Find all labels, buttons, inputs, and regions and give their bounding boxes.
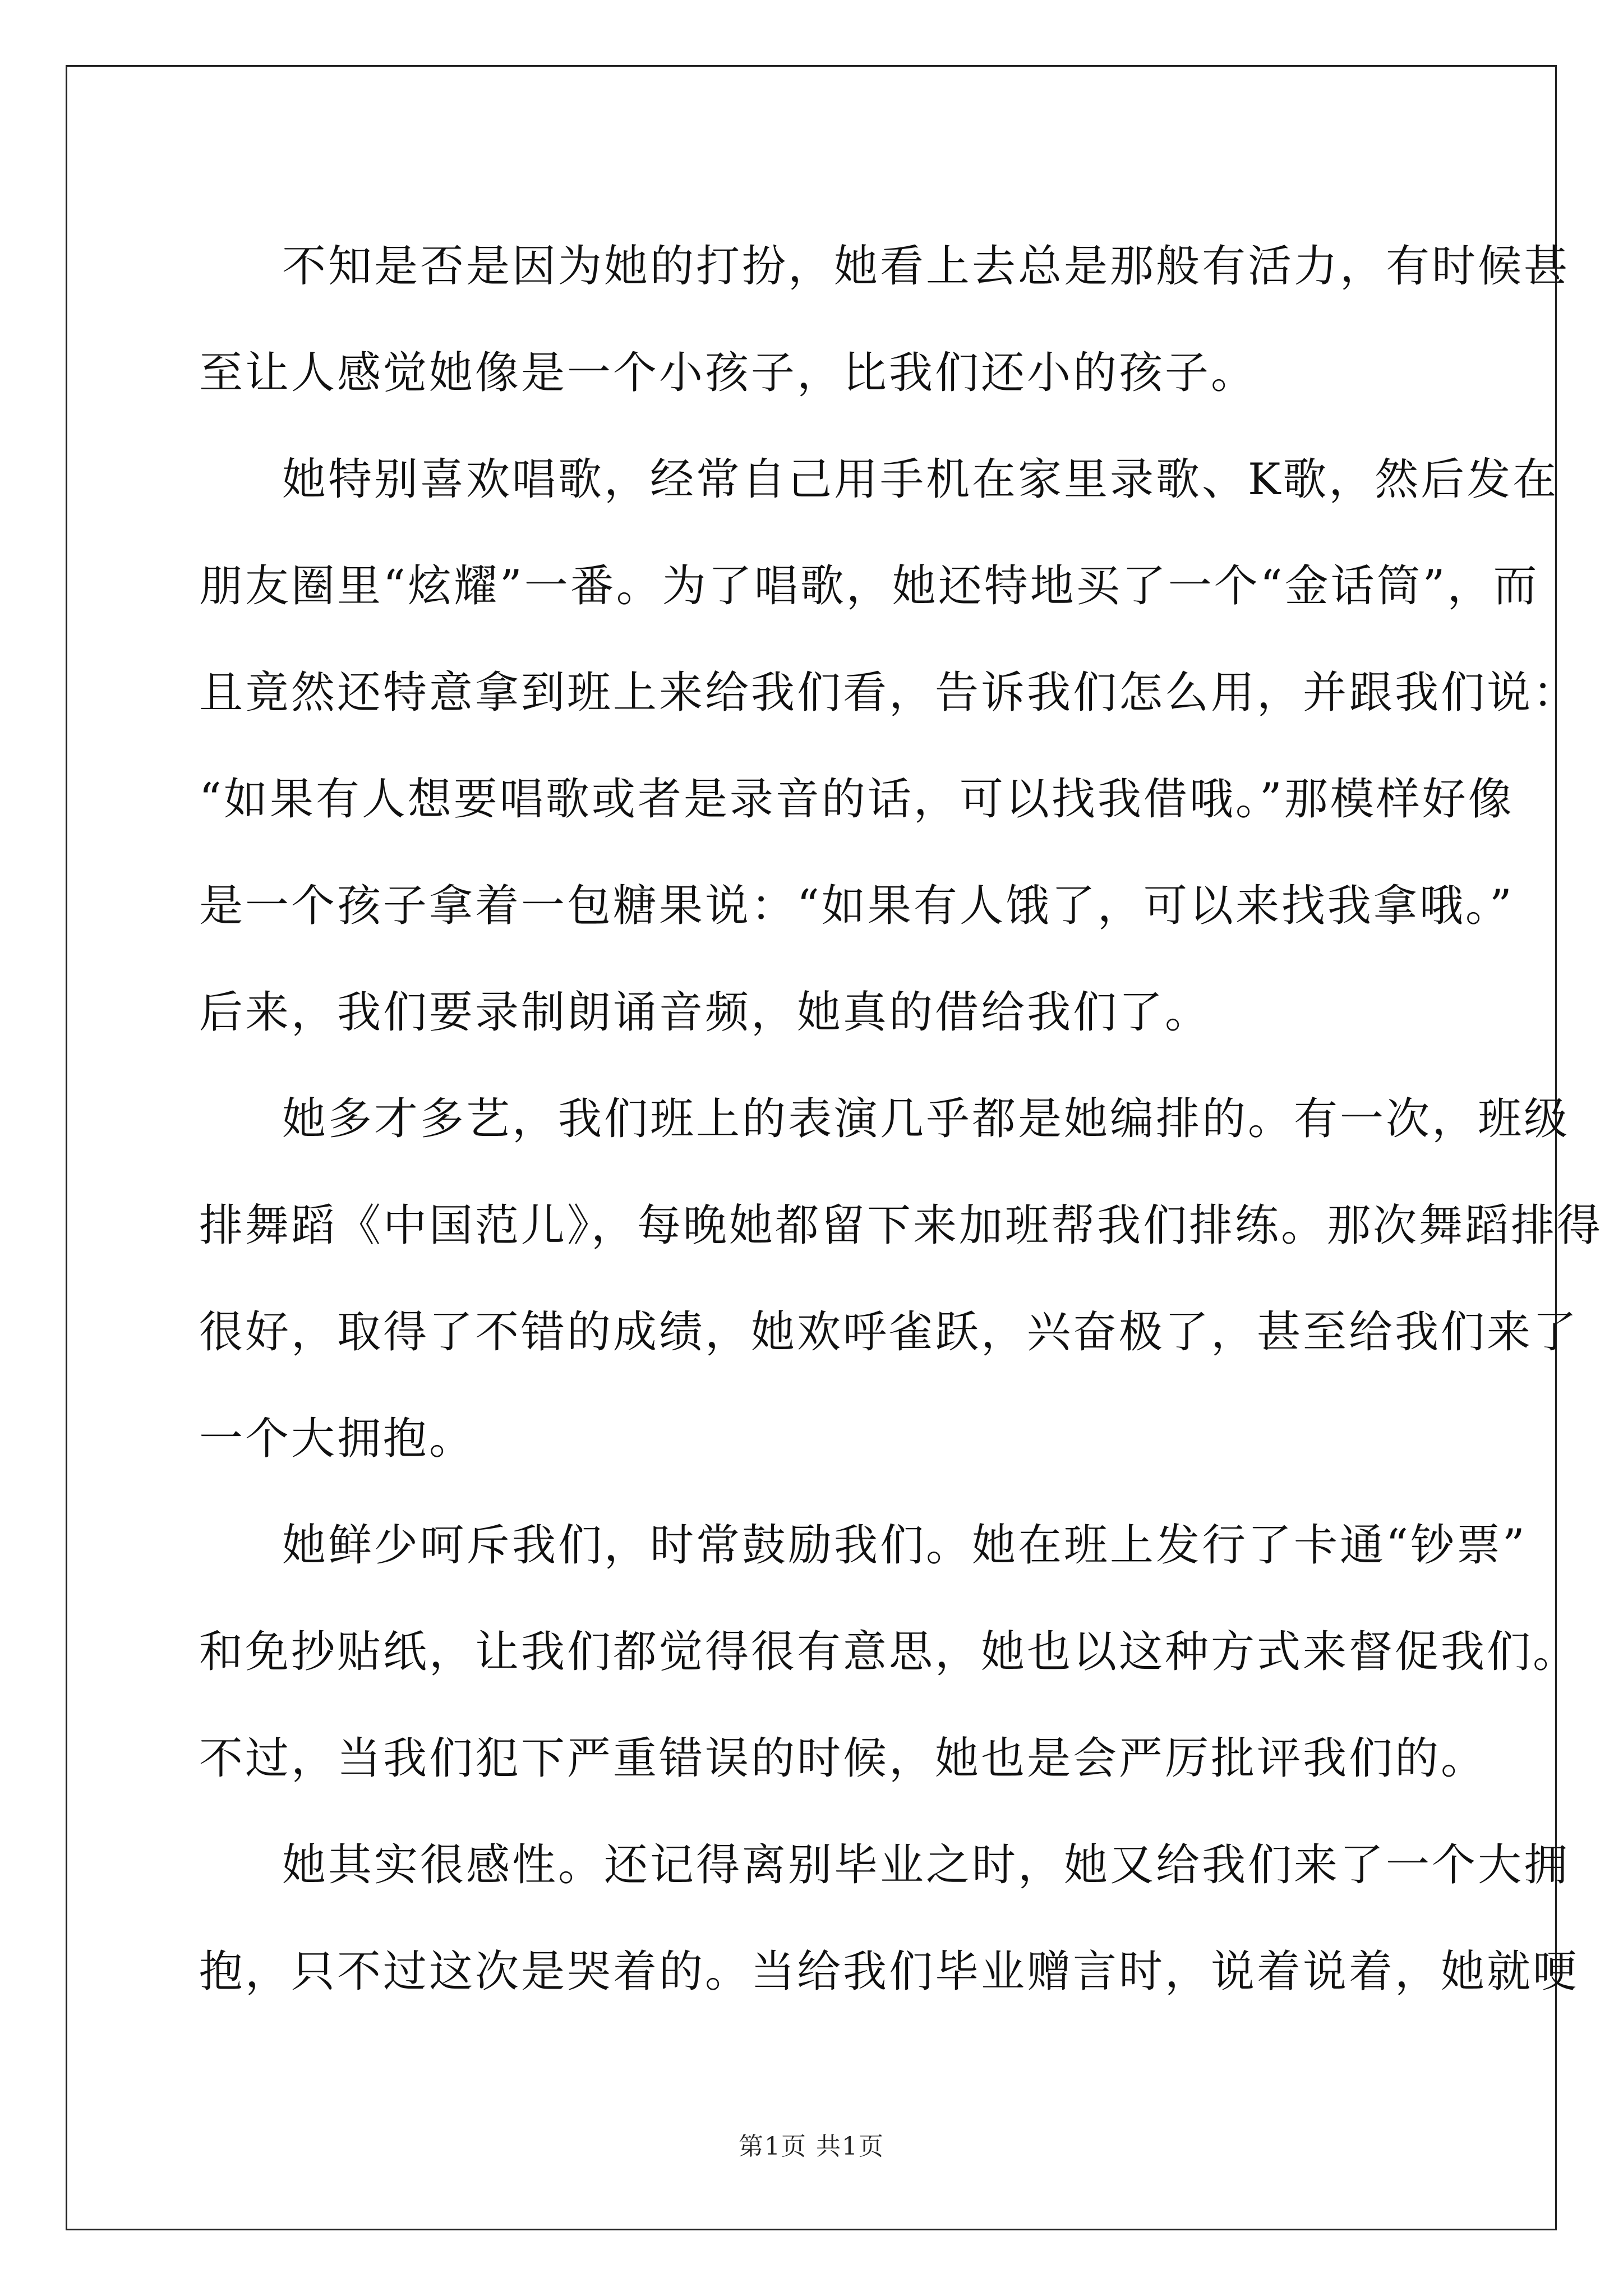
text-line: 且竟然还特意拿到班上来给我们看，告诉我们怎么用，并跟我们说： [199,668,1579,718]
text-line: 她特别喜欢唱歌，经常自己用手机在家里录歌、K歌，然后发在 [282,454,1559,505]
text-line: 是一个孩子拿着一包糖果说：“如果有人饿了，可以来找我拿哦。” [199,881,1514,931]
text-line: 抱，只不过这次是哭着的。当给我们毕业赠言时，说着说着，她就哽 [199,1947,1579,1997]
text-line: 后来，我们要录制朗诵音频，她真的借给我们了。 [199,987,1211,1038]
text-line: 至让人感觉她像是一个小孩子，比我们还小的孩子。 [199,348,1257,398]
text-line: 朋友圈里“炫耀”一番。为了唱歌，她还特地买了一个“金话筒”，而 [199,561,1539,611]
text-line: 不知是否是因为她的打扮，她看上去总是那般有活力，有时候甚 [282,241,1570,292]
text-line: 一个大拥抱。 [199,1414,476,1464]
text-line: 她鲜少呵斥我们，时常鼓励我们。她在班上发行了卡通“钞票” [282,1520,1527,1571]
text-line: 和免抄贴纸，让我们都觉得很有意思，她也以这种方式来督促我们。 [199,1627,1579,1677]
text-line: “如果有人想要唱歌或者是录音的话，可以找我借哦。”那模样好像 [199,774,1514,825]
text-line: 她其实很感性。还记得离别毕业之时，她又给我们来了一个大拥 [282,1840,1570,1890]
text-line: 很好，取得了不错的成绩，她欢呼雀跃，兴奋极了，甚至给我们来了 [199,1307,1579,1358]
text-line: 不过，当我们犯下严重错误的时候，她也是会严厉批评我们的。 [199,1733,1487,1784]
text-line: 排舞蹈《中国范儿》，每晚她都留下来加班帮我们排练。那次舞蹈排得 [199,1200,1603,1251]
page-number-footer: 第1页 共1页 [739,2132,884,2161]
document-body [199,213,1603,2025]
text-line: 她多才多艺，我们班上的表演几乎都是她编排的。有一次，班级 [282,1094,1570,1144]
